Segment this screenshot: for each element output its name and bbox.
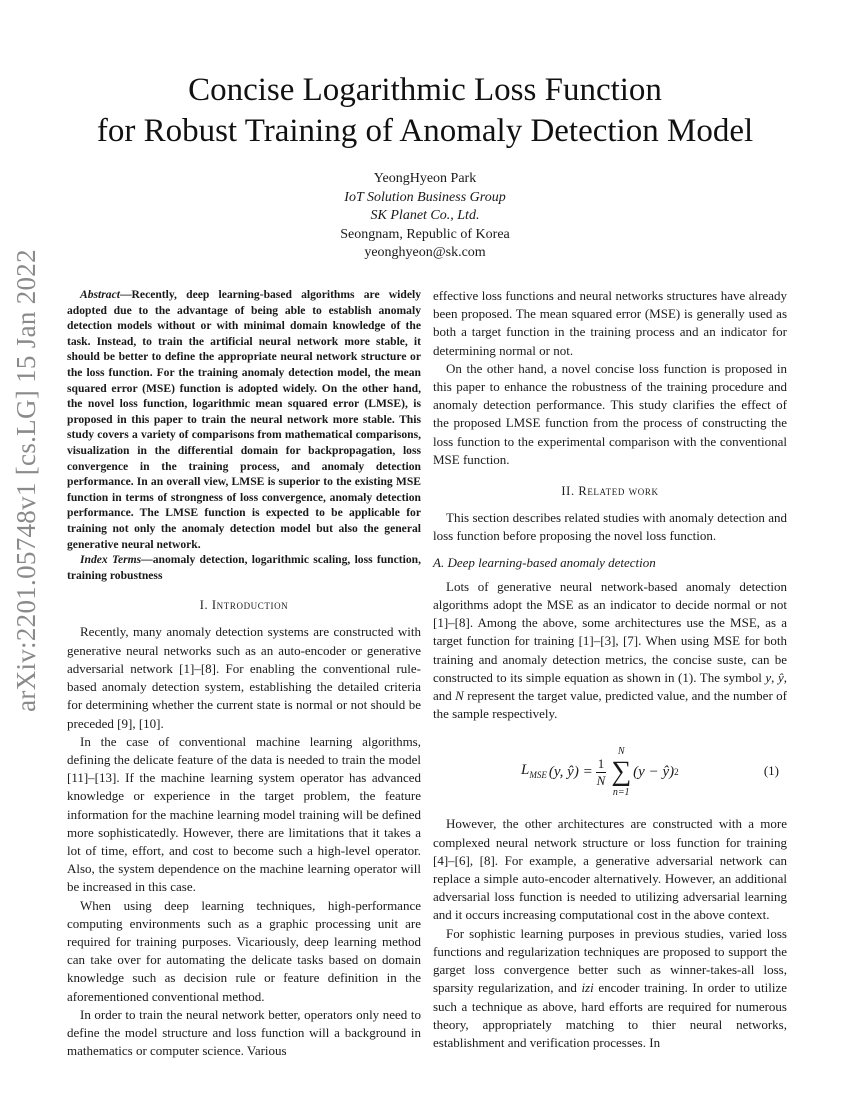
index-terms-text: —anomaly detection, logarithmic scaling, loss function, training robustness xyxy=(67,553,421,582)
author-group: IoT Solution Business Group xyxy=(344,189,506,205)
equation-lhs-symbol: L xyxy=(521,761,530,778)
intro-paragraph-5: On the other hand, a novel concise loss function is proposed in this paper to enhance the robustness of the training procedure and anomaly detection performance. This study clarifies the effect of the proposed LMSE function from the process of constructing the loss function to the experimental comparison with the conventional MSE function. xyxy=(433,360,787,467)
intro-paragraph-3: When using deep learning techniques, high-performance computing environments such as a graphic processing unit are required for training purposes. Vicariously, deep learning method can take over for automating the delicate tasks based on domain knowledge such as decision rule or feature definition in the aforementioned conventional method. xyxy=(67,897,421,1004)
related-p3-text-a: For sophistic learning purposes in previous studies, varied loss functions and regularization techniques are proposed to support the garget loss convergence better such as winner-takes-all loss, sparsity regularization, and xyxy=(433,925,787,996)
section-heading-introduction: I. Introduction xyxy=(199,598,289,613)
equation-body xyxy=(521,737,679,807)
intro-paragraph-4-cont: effective loss functions and neural networks structures have already been proposed. The mean squared error (MSE) is generally used as both a target function in the training process and an indicator for determining normal or not. xyxy=(433,288,787,358)
related-p1-text-a: Lots of generative neural network-based anomaly detection algorithms adopt the MSE as an indicator to decide normal or not [1]–[8]. Among the above, some architectures use the MSE, as a target function for training [1]–[3], [7]. When using MSE for both training and anomaly detection metrics, the concise suste, can be constructed to its simple equation as shown in (1). The symbol xyxy=(433,578,787,685)
title-line-2: for Robust Training of Anomaly Detection Model xyxy=(96,113,754,149)
arxiv-side-stamp xyxy=(6,248,46,712)
intro-paragraph-2: In the case of conventional machine learning algorithms, defining the delicate feature of the data is needed to train the model [11]–[13]. If the machine learning system operator has advanced knowledge or experience in the target problem, the feature information for the machine learning model training will be defined more sophisticatedly. However, there are limitations that it takes a lot of time, effort, and cost to become such a high-level operator. Also, the system dependence on the machine learning operator will be increased in this case. xyxy=(67,733,421,895)
related-p1-text-c: , and xyxy=(433,669,787,704)
subsection-heading: A. Deep learning-based anomaly detection xyxy=(433,554,656,570)
equation-fraction xyxy=(596,756,607,789)
intro-paragraph-4: In order to train the neural network better, operators only need to define the model structure and loss function will a background in mathematics or computer science. Various xyxy=(67,1006,421,1059)
title-line-1: Concise Logarithmic Loss Function xyxy=(188,72,662,108)
author-location: Seongnam, Republic of Korea xyxy=(340,226,510,242)
related-p1-text-d: represent the target value, predicted value, and the number of the sample respectively. xyxy=(433,688,787,722)
related-work-intro: This section describes related studies with anomaly detection and loss function before proposing the novel loss function. xyxy=(433,510,787,544)
equation-number: (1) xyxy=(763,763,779,779)
symbol-n: N xyxy=(455,688,464,704)
index-terms-lead: Index Terms xyxy=(80,553,142,567)
fraction-denominator: N xyxy=(596,772,606,788)
arxiv-identifier: arXiv:2201.05748v1 [cs.LG] 15 Jan 2022 xyxy=(10,248,41,712)
section-heading-related-work: II. Related work xyxy=(561,484,659,499)
equation-1 xyxy=(433,729,787,813)
index-terms xyxy=(67,552,421,583)
equation-exponent: 2 xyxy=(674,767,679,778)
author-email: yeonghyeon@sk.com xyxy=(364,245,486,260)
abstract-text: —Recently, deep learning-based algorithms are widely adopted due to the advantage of being able to establish anomaly detection models without or with minimal domain knowledge of the task. Instead, to train the artificial neural network more stable, it should be better to define the appropriate neural network structure or the loss function. For the training anomaly detection model, the mean squared error (MSE) function is adopted widely. On the other hand, the novel loss function, logarithmic mean squared error (LMSE), is proposed in this paper to train the neural network more stable. This study covers a variety of comparisons from mathematical comparisons, visualization in the differential domain for backpropagation, loss convergence in the training process, and anomaly detection performance. In an overall view, LMSE is superior to the existing MSE function in terms of strongness of loss convergence, anomaly detection performance. The LMSE function is expected to be applicable for training not only the anomaly detection model but also the general generative neural network. xyxy=(67,288,421,551)
intro-paragraph-1: Recently, many anomaly detection systems are constructed with generative neural networks such as an auto-encoder or generative adversarial network [1]–[8]. For enabling the conventional rule-based anomaly detection system, establishing the detailed criteria for determining whether the current state is normal or not should be preceded [9], [10]. xyxy=(67,624,421,731)
related-paragraph-2: However, the other architectures are constructed with a more complexed neural network structure or loss function for training [4]–[6], [8]. For example, a generative adversarial network can replace a simple auto-encoder alternatively. However, an additional adversarial loss function is needed to utilizing adversarial learning and it occurs increasing computational cost in the above context. xyxy=(433,816,787,923)
abstract xyxy=(67,287,421,552)
summation xyxy=(611,745,631,799)
fraction-numerator: 1 xyxy=(597,755,605,771)
izi-term: izi xyxy=(581,980,594,996)
related-p1-text-b: , xyxy=(771,669,778,685)
author-name: YeongHyeon Park xyxy=(373,171,477,186)
symbol-y-hat: ŷ xyxy=(777,669,784,685)
author-block xyxy=(225,170,625,263)
paper-title xyxy=(60,70,790,152)
left-column xyxy=(67,287,421,1059)
equation-lhs-subscript: MSE xyxy=(529,769,547,780)
equation-term: (y − ŷ) xyxy=(633,764,675,781)
related-paragraph-3 xyxy=(433,925,787,1052)
right-column xyxy=(433,287,787,1050)
equation-lhs xyxy=(521,761,547,784)
symbol-y: y xyxy=(765,669,772,685)
related-p3-text-b: encoder training. In order to utilize such a technique as above, hard efforts are required for numerous theory, appropriately matching to thier neural networks, establishment and verification processes. In xyxy=(433,980,787,1050)
equation-arguments: (y, ŷ) = xyxy=(548,764,593,781)
abstract-lead: Abstract xyxy=(80,288,120,301)
sum-lower-bound: n=1 xyxy=(612,787,630,799)
sum-upper-bound: N xyxy=(617,746,625,758)
related-paragraph-1 xyxy=(433,578,787,724)
author-company: SK Planet Co., Ltd. xyxy=(370,208,480,223)
sigma-symbol: ∑ xyxy=(611,756,632,788)
